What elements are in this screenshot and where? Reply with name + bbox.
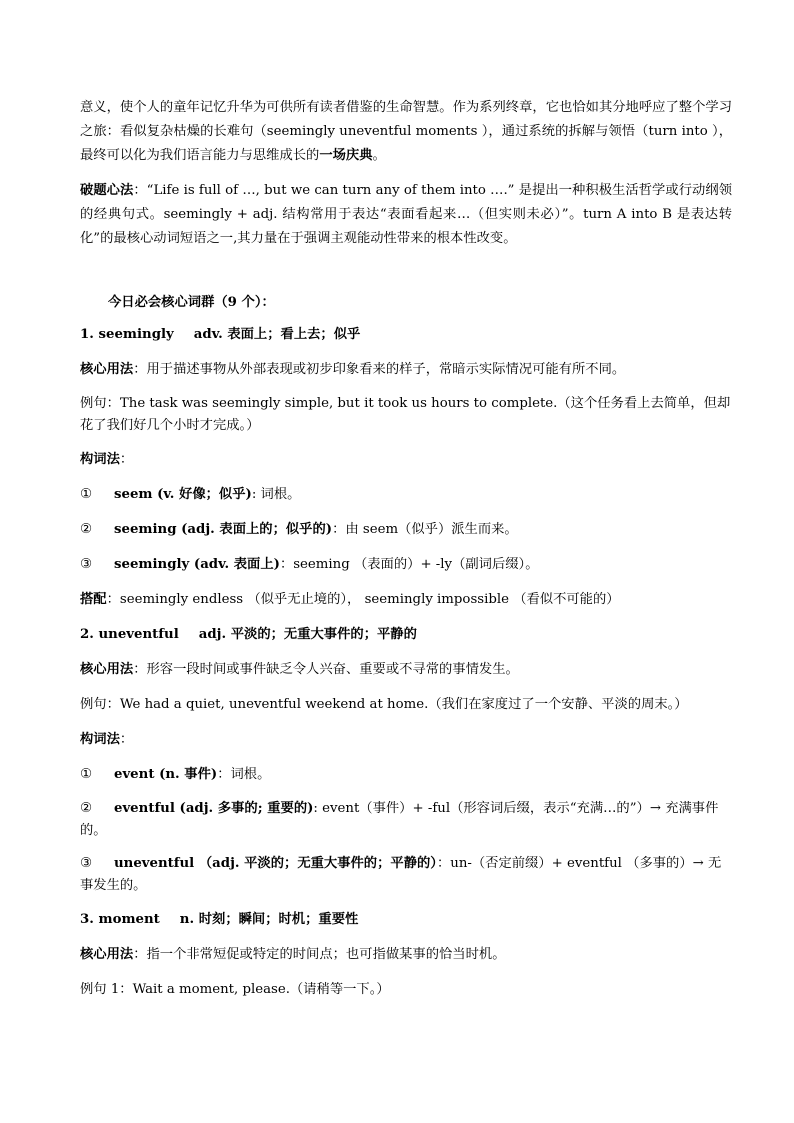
formation-detail: : 词根。 (251, 487, 301, 502)
collocation-text: ：seemingly endless （似乎无止境的）， seemingly impossible （看似不可能的） (106, 592, 620, 607)
formation-number: ③ (80, 557, 92, 572)
section-title: 今日必会核心词群（9 个）： (108, 295, 275, 310)
formation-number: ② (80, 801, 92, 816)
intro-paragraph-2 (80, 179, 732, 251)
intro-paragraph-1 (80, 96, 732, 168)
formation-detail: ：seeming （表面的）+ -ly（副词后缀）。 (279, 557, 539, 572)
usage-label: 核心用法 (80, 662, 134, 677)
word-definition: n. 时刻；瞬间；时机；重要性 (179, 912, 359, 927)
formation-colon: ： (119, 732, 134, 747)
word-example (80, 693, 732, 717)
usage-text: ：指一个非常短促或特定的时间点；也可指做某事的恰当时机。 (133, 947, 506, 962)
collocation-label: 搭配 (80, 592, 107, 607)
formation-number: ① (80, 767, 92, 782)
word-heading (80, 908, 732, 932)
formation-detail: : event（事件）+ -ful（形容词后缀，表示“充满…的”）→ 充满事件的。 (80, 801, 719, 838)
word-example (80, 393, 732, 437)
example-text: Wait a moment, please.（请稍等一下。） (132, 982, 390, 997)
document-body (80, 96, 732, 1002)
example-label: 例句 1： (80, 982, 133, 997)
intro-end: 。 (372, 148, 386, 163)
usage-label: 核心用法 (80, 362, 134, 377)
formation-item (80, 518, 732, 542)
usage-text: ：用于描述事物从外部表现或初步印象看来的样子，常暗示实际情况可能有所不同。 (133, 362, 626, 377)
example-label: 例句： (80, 396, 120, 411)
formation-item (80, 483, 732, 507)
example-text: We had a quiet, uneventful weekend at home.（我们在家度过了一个安静、平淡的周末。） (119, 697, 688, 712)
formation-head: seem (v. 好像；似乎) (114, 487, 252, 502)
word-usage (80, 658, 732, 682)
formation-number: ③ (80, 856, 92, 871)
formation-head: uneventful （adj. 平淡的；无重大事件的；平静的） (114, 856, 437, 871)
formation-detail: ：词根。 (217, 767, 271, 782)
formation-number: ② (80, 522, 92, 537)
formation-heading (80, 728, 732, 752)
formation-item (80, 763, 732, 787)
formation-detail: ：由 seem（似乎）派生而来。 (332, 522, 518, 537)
word-term: 3. moment (80, 912, 160, 927)
formation-head: seeming (adj. 表面上的；似乎的) (114, 522, 333, 537)
formation-colon: ： (119, 452, 134, 467)
formation-head: seemingly (adv. 表面上) (114, 557, 280, 572)
formation-item (80, 798, 732, 842)
word-heading (80, 623, 732, 647)
word-heading (80, 323, 732, 347)
word-example (80, 978, 732, 1002)
formation-detail: ：un-（否定前缀）+ eventful （多事的）→ 无事发生的。 (80, 856, 722, 893)
intro-text: 意义，使个人的童年记忆升华为可供所有读者借鉴的生命智慧。作为系列终章，它也恰如其分地呼应了整个学习之旅：看似复杂枯燥的长难句（seemingly uneventful moments ），通过系统的拆解与领悟（turn into ），最终可以化为我们语言能力与思维成长的 (80, 100, 732, 163)
example-text: The task was seemingly simple, but it took us hours to complete.（这个任务看上去简单，但却花了我们好几个小时才完成。） (80, 396, 731, 433)
formation-item (80, 853, 732, 897)
formation-head: eventful (adj. 多事的; 重要的) (114, 801, 314, 816)
formation-number: ① (80, 487, 92, 502)
example-label: 例句： (80, 697, 120, 712)
formation-heading (80, 448, 732, 472)
word-definition: adv. 表面上；看上去；似乎 (193, 327, 361, 342)
tip-text: ：“Life is full of …, but we can turn any of them into ….” 是提出一种积极生活哲学或行动纲领的经典句式。seemingly + adj. 结构常用于表达“表面看起来…（但实则未必）”。turn A into B 是表达转化”的最核心动词短语之一,其力量在于强调主观能动性带来的根本性改变。 (80, 183, 732, 246)
formation-item (80, 553, 732, 577)
word-usage (80, 943, 732, 967)
word-definition: adj. 平淡的；无重大事件的；平静的 (198, 627, 417, 642)
formation-head: event (n. 事件) (114, 767, 218, 782)
word-collocation (80, 588, 732, 612)
word-usage (80, 358, 732, 382)
tip-label: 破题心法 (80, 183, 134, 198)
formation-label: 构词法 (80, 732, 120, 747)
word-term: 1. seemingly (80, 327, 174, 342)
intro-emphasis: 一场庆典 (319, 148, 373, 163)
usage-label: 核心用法 (80, 947, 134, 962)
usage-text: ：形容一段时间或事件缺乏令人兴奋、重要或不寻常的事情发生。 (133, 662, 519, 677)
word-term: 2. uneventful (80, 627, 179, 642)
formation-label: 构词法 (80, 452, 120, 467)
